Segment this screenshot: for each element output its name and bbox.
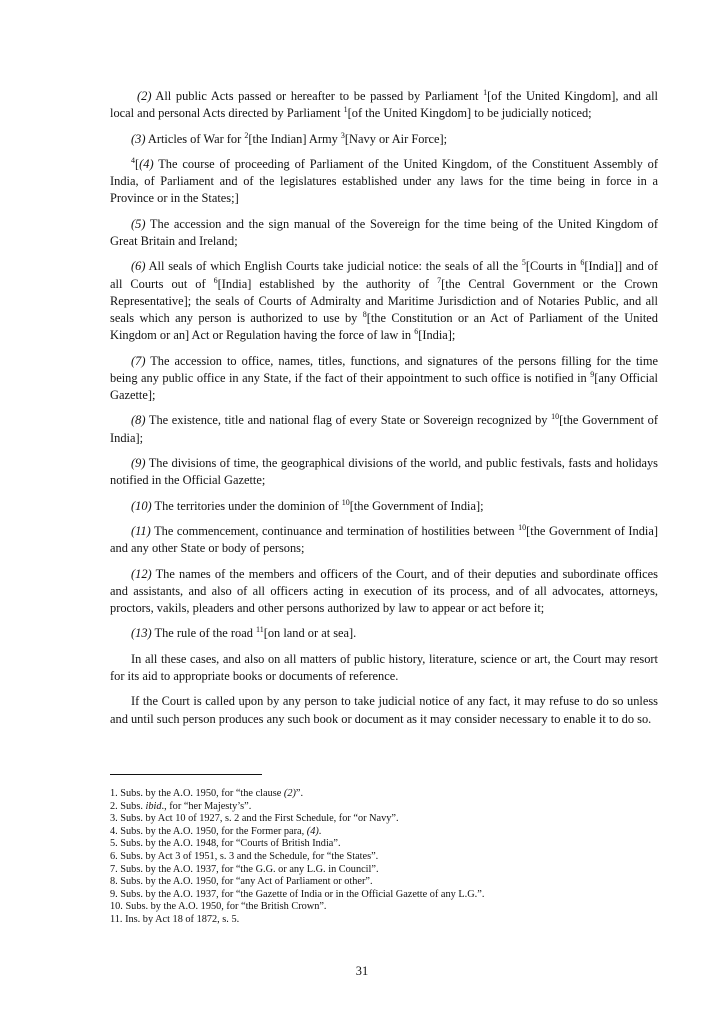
footnote-text: 4. Subs. by the A.O. 1950, for the Former para, — [110, 825, 307, 837]
clause-text: [Courts in — [525, 259, 581, 274]
clause-text: The existence, title and national flag of every State or Sovereign recognized by — [145, 413, 552, 428]
clause-paragraph — [110, 693, 658, 727]
footnote-item — [110, 914, 670, 927]
clause-paragraph — [110, 523, 658, 557]
footnote-ref: 5 — [521, 258, 526, 268]
clause-paragraph — [110, 412, 658, 446]
footnote-text: 9. Subs. by the A.O. 1937, for “the Gazette of India or in the Official Gazette of any L.G.”. — [110, 888, 485, 900]
footnote-text: 2. Subs. — [110, 800, 146, 812]
clause-number: (7) — [131, 353, 146, 368]
clause-paragraph — [110, 353, 658, 405]
clause-text: [the Government of India] and any other State or body of persons; — [110, 523, 658, 556]
clause-number: (5) — [131, 216, 146, 231]
footnote-text: ”. — [295, 788, 304, 799]
footnote-ref: 4 — [131, 155, 135, 165]
footnote-text: 8. Subs. by the A.O. 1950, for “any Act of Parliament or other”. — [110, 876, 373, 888]
footnotes — [110, 788, 670, 927]
clause-text: All public Acts passed or hereafter to be passed by Parliament — [151, 89, 484, 103]
footnote-italic: (4) — [306, 825, 319, 837]
clause-paragraph — [110, 625, 658, 642]
clause-number: (3) — [131, 131, 146, 146]
clause-text: The accession and the sign manual of the Sovereign for the time being of the United Kingdom of Great Britain and Ireland; — [110, 216, 658, 248]
clause-paragraph — [110, 156, 658, 208]
footnote-text: ., for “her Majesty’s”. — [161, 800, 252, 812]
footnote-ref: 11 — [256, 625, 264, 635]
footnote-text: . — [318, 825, 322, 837]
body-text — [110, 88, 658, 736]
clause-text: [India]; — [418, 328, 456, 343]
footnote-text: 3. Subs. by Act 10 of 1927, s. 2 and the First Schedule, for “or Navy”. — [110, 813, 399, 825]
footnote-italic: (2) — [283, 788, 296, 799]
footnote-ref: 1 — [483, 88, 488, 97]
clause-paragraph — [110, 258, 658, 344]
clause-paragraph — [110, 131, 658, 148]
clause-text: If the Court is called upon by any person to take judicial notice of any fact, it may refuse to do so unless and until such person produces any such book or document as it may consider necessary to enable it to do so. — [110, 694, 658, 726]
footnote-text: 7. Subs. by the A.O. 1937, for “the G.G. or any L.G. in Council”. — [110, 863, 379, 875]
footnote-item — [110, 876, 670, 889]
footnote-item — [110, 901, 670, 914]
footnote-item — [110, 838, 670, 851]
clause-text: All seals of which English Courts take judicial notice: the seals of all the — [145, 259, 522, 274]
footnote-ref: 10 — [551, 412, 560, 422]
clause-text: The accession to office, names, titles, functions, and signatures of the persons filling for the time being any public office in any State, if the fact of their appointment to such office is notified in — [110, 353, 658, 385]
footnote-ref: 3 — [340, 130, 345, 140]
clause-number: (2) — [137, 89, 152, 103]
clause-paragraph — [110, 216, 658, 250]
clause-number: (10) — [131, 498, 152, 513]
footnote-text: 11. Ins. by Act 18 of 1872, s. 5. — [110, 913, 240, 925]
clause-paragraph — [110, 455, 658, 489]
clause-text: In all these cases, and also on all matters of public history, literature, science or art, the Court may resort for its aid to appropriate books or documents of reference. — [110, 651, 658, 683]
footnote-text: 10. Subs. by the A.O. 1950, for “the British Crown”. — [110, 901, 327, 913]
clause-text: The divisions of time, the geographical divisions of the world, and public festivals, fasts and holidays notified in the Official Gazette; — [110, 455, 658, 488]
footnote-ref: 6 — [414, 327, 419, 337]
clause-text: [Navy or Air Force]; — [344, 131, 448, 146]
clause-text: The commencement, continuance and termination of hostilities between — [150, 523, 519, 538]
footnote-italic: ibid — [145, 800, 162, 812]
clause-text: The course of proceeding of Parliament of the United Kingdom, of the Constituent Assembly of India, of Parliament and of the legislatures established under any laws for the time being in force in a Province or in the States;] — [110, 156, 658, 206]
clause-text: [on land or at sea]. — [263, 626, 357, 641]
clause-paragraph — [110, 566, 658, 618]
clause-text: [any Official Gazette]; — [110, 370, 658, 402]
clause-text: Articles of War for — [145, 131, 245, 146]
clause-paragraph — [110, 498, 658, 515]
clause-text: [the Central Government or the Crown Representative]; the seals of Courts of Admiralty and Maritime Jurisdiction and of Notaries Public, and all seals which any person is authorized to use by — [110, 276, 658, 325]
clause-number: (12) — [131, 566, 152, 581]
clause-text: [the Constitution or an Act of Parliament of the United Kingdom or an] Act or Regulation having the force of law in — [110, 310, 658, 343]
clause-text: [India]] and of all Courts out of — [110, 259, 658, 291]
clause-text: [of the United Kingdom] to be judicially noticed; — [347, 106, 592, 121]
clause-number: (8) — [131, 413, 146, 428]
footnote-ref: 10 — [518, 522, 527, 532]
footnote-item — [110, 864, 670, 877]
footnote-text: 1. Subs. by the A.O. 1950, for “the clause — [110, 788, 284, 799]
footnote-divider — [110, 774, 262, 775]
footnote-ref: 10 — [341, 497, 350, 507]
footnote-text: 5. Subs. by the A.O. 1948, for “Courts of British India”. — [110, 838, 341, 850]
clause-text: The names of the members and officers of the Court, and of their deputies and subordinate offices and assistants, and also of all officers acting in execution of its process, and of all advocates, attorneys, proctors, vakils, pleaders and other persons authorized by law to appear or act before it; — [110, 566, 658, 615]
footnote-ref: 7 — [437, 275, 442, 285]
footnote-ref: 1 — [343, 105, 348, 115]
footnote-item — [110, 801, 670, 814]
footnote-ref: 2 — [244, 130, 249, 140]
footnote-item — [110, 826, 670, 839]
footnote-item — [110, 851, 670, 864]
clause-number: (11) — [131, 523, 151, 538]
clause-number: (9) — [131, 455, 146, 470]
clause-text: The rule of the road — [151, 626, 257, 641]
footnote-ref: 9 — [590, 369, 595, 379]
clause-number: (13) — [131, 626, 152, 641]
footnote-ref: 8 — [362, 309, 367, 319]
bracket-text: [ — [135, 156, 140, 171]
clause-text: [the Indian] Army — [248, 131, 341, 146]
clause-text: [India] established by the authority of — [217, 276, 438, 291]
clause-number: (4) — [139, 156, 154, 171]
clause-paragraph — [110, 88, 658, 122]
footnote-item — [110, 813, 670, 826]
footnote-item — [110, 788, 670, 801]
clause-text: [of the United Kingdom], and all local and personal Acts directed by Parliament — [110, 89, 659, 121]
clause-paragraph — [110, 651, 658, 685]
footnote-ref: 6 — [213, 275, 218, 285]
footnote-item — [110, 889, 670, 902]
clause-text: [the Government of India]; — [110, 413, 658, 445]
footnote-text: 6. Subs. by Act 3 of 1951, s. 3 and the Schedule, for “the States”. — [110, 850, 379, 862]
page-number: 31 — [355, 964, 369, 978]
clause-text: The territories under the dominion of — [151, 498, 342, 513]
footnote-ref: 6 — [580, 258, 585, 268]
clause-number: (6) — [131, 259, 146, 274]
clause-text: [the Government of India]; — [349, 498, 484, 513]
